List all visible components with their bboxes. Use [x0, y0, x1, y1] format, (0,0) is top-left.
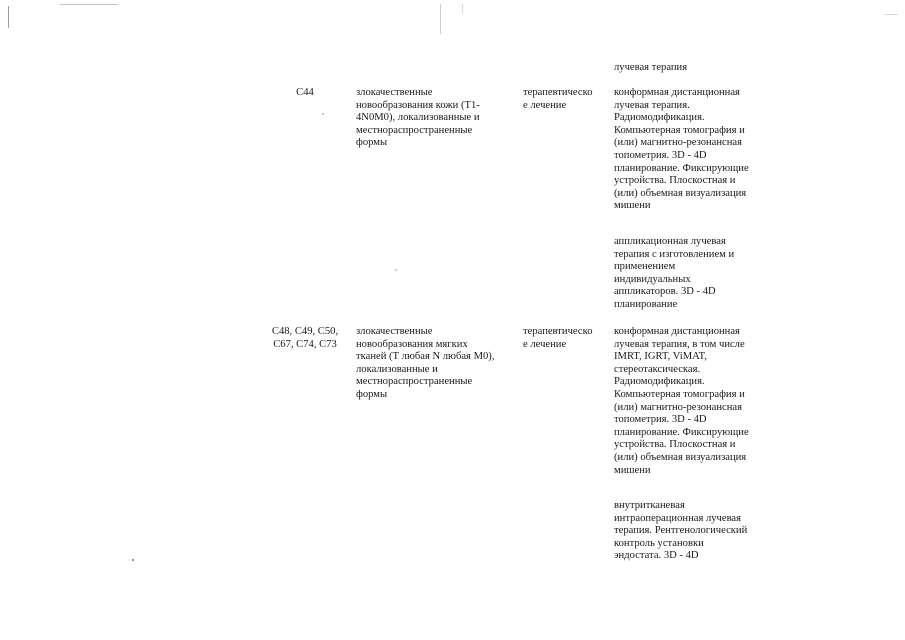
scan-mark [440, 4, 441, 34]
method-cell: терапевтическо е лечение [523, 87, 593, 111]
treatment-cell: внутритканевая интраоперационная лучевая терапия. Рентгенологический контроль установки эндостата. 3D - 4D [614, 500, 748, 562]
scan-mark [462, 4, 463, 14]
scan-dot [132, 559, 134, 561]
icd-code-cell: C44 [296, 87, 314, 98]
treatment-cell: лучевая терапия [614, 62, 688, 73]
treatment-cell: конформная дистанционная лучевая терапия, в том числе IMRT, IGRT, ViMAT, стереотаксическая. Радиомодификация. Компьютерная томография и (или) магнитно-резонансная топометрия. 3D - 4D планирование. Фиксирующие устройства. Плоскостная и (или) объемная визуализация мишени [614, 326, 749, 476]
diagnosis-cell: злокачественные новообразования кожи (Т1- 4N0M0), локализованные и местнораспространенные формы [356, 87, 480, 149]
treatment-cell: аппликационная лучевая терапия с изготовлением и применением индивидуальных аппликаторов. 3D - 4D планирование [614, 236, 735, 310]
scan-mark [884, 14, 898, 15]
diagnosis-cell: злокачественные новообразования мягких тканей (Т любая N любая M0), локализованные и местнораспространенные формы [356, 326, 495, 400]
scan-dot [322, 113, 324, 115]
icd-code-cell: C48, C49, C50, C67, C74, C73 [271, 326, 339, 350]
scan-mark [60, 4, 118, 5]
method-cell: терапевтическо е лечение [523, 326, 593, 350]
scan-dot [395, 269, 397, 271]
scan-mark [8, 6, 9, 28]
treatment-cell: конформная дистанционная лучевая терапия. Радиомодификация. Компьютерная томография и (или) магнитно-резонансная топометрия. 3D - 4D планирование. Фиксирующие устройства. Плоскостная и (или) объемная визуализация мишени [614, 87, 749, 212]
